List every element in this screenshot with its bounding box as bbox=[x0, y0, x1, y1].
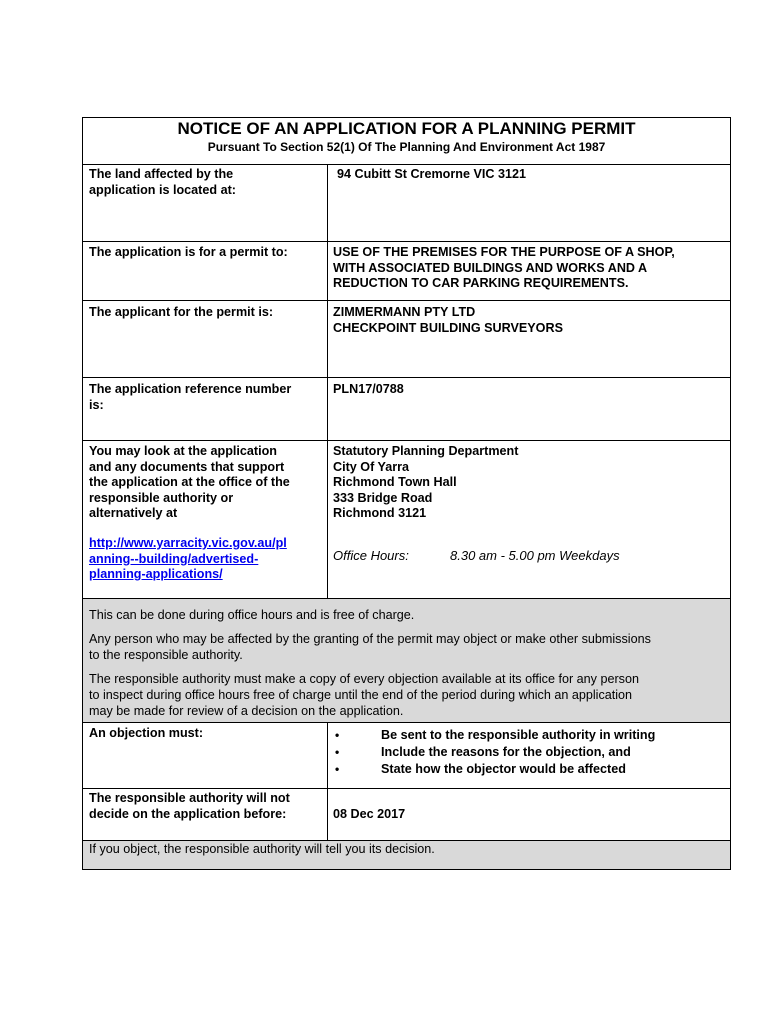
permit-value: USE OF THE PREMISES FOR THE PURPOSE OF A SHOP, WITH ASSOCIATED BUILDINGS AND WORKS AND A REDUCTION TO CAR PARKING REQUIREMENTS. bbox=[333, 245, 675, 290]
note-free-of-charge: This can be done during office hours and is free of charge. bbox=[89, 608, 415, 622]
notice-header bbox=[83, 118, 730, 165]
office-hours-value: 8.30 am - 5.00 pm Weekdays bbox=[450, 548, 620, 563]
land-label: The land affected by the application is located at: bbox=[89, 167, 236, 197]
bullet-icon: • bbox=[335, 762, 340, 776]
office-address: Statutory Planning Department City Of Yarra Richmond Town Hall 333 Bridge Road Richmond 3121 bbox=[333, 444, 519, 520]
notice-title: NOTICE OF AN APPLICATION FOR A PLANNING PERMIT bbox=[177, 119, 636, 138]
footer-note: If you object, the responsible authority will tell you its decision. bbox=[89, 842, 435, 856]
permit-label: The application is for a permit to: bbox=[89, 245, 288, 259]
office-hours bbox=[333, 548, 729, 564]
inspect-label: You may look at the application and any documents that support the application at the office of the responsible authority or alternatively at bbox=[89, 444, 290, 520]
reference-label: The application reference number is: bbox=[89, 382, 292, 412]
planning-applications-link[interactable]: http://www.yarracity.vic.gov.au/pl anning--building/advertised- planning-applications/ bbox=[89, 536, 287, 581]
notice-subtitle: Pursuant To Section 52(1) Of The Planning And Environment Act 1987 bbox=[207, 140, 606, 154]
note-copy-objections: The responsible authority must make a copy of every objection available at its office for any person to inspect during office hours free of charge until the end of the period during which an application may be made for review of a decision on the application. bbox=[89, 672, 639, 718]
note-may-object: Any person who may be affected by the granting of the permit may object or make other submissions to the responsible authority. bbox=[89, 632, 651, 662]
row-applicant bbox=[83, 301, 730, 378]
decision-label: The responsible authority will not decide on the application before: bbox=[89, 791, 290, 821]
row-permit bbox=[83, 242, 730, 301]
footer-panel bbox=[83, 841, 730, 869]
row-decision bbox=[83, 789, 730, 841]
row-objection: An objection must: • Be sent to the responsible authority in writing • Include the reasons for the objection, and • State how the objector would be affected bbox=[83, 723, 730, 789]
objection-label: An objection must: bbox=[89, 726, 204, 740]
office-hours-label: Office Hours: bbox=[333, 548, 409, 563]
row-reference bbox=[83, 378, 730, 441]
row-land bbox=[83, 164, 730, 242]
decision-date: 08 Dec 2017 bbox=[333, 807, 406, 821]
row-inspect bbox=[83, 441, 730, 599]
land-value: 94 Cubitt St Cremorne VIC 3121 bbox=[337, 167, 526, 181]
bullet-icon: • bbox=[335, 728, 340, 742]
bullet-icon: • bbox=[335, 745, 340, 759]
applicant-label: The applicant for the permit is: bbox=[89, 305, 274, 319]
planning-notice bbox=[82, 117, 731, 870]
applicant-value: ZIMMERMANN PTY LTD CHECKPOINT BUILDING SURVEYORS bbox=[333, 305, 563, 335]
notes-panel bbox=[83, 599, 730, 723]
reference-value: PLN17/0788 bbox=[333, 382, 404, 396]
